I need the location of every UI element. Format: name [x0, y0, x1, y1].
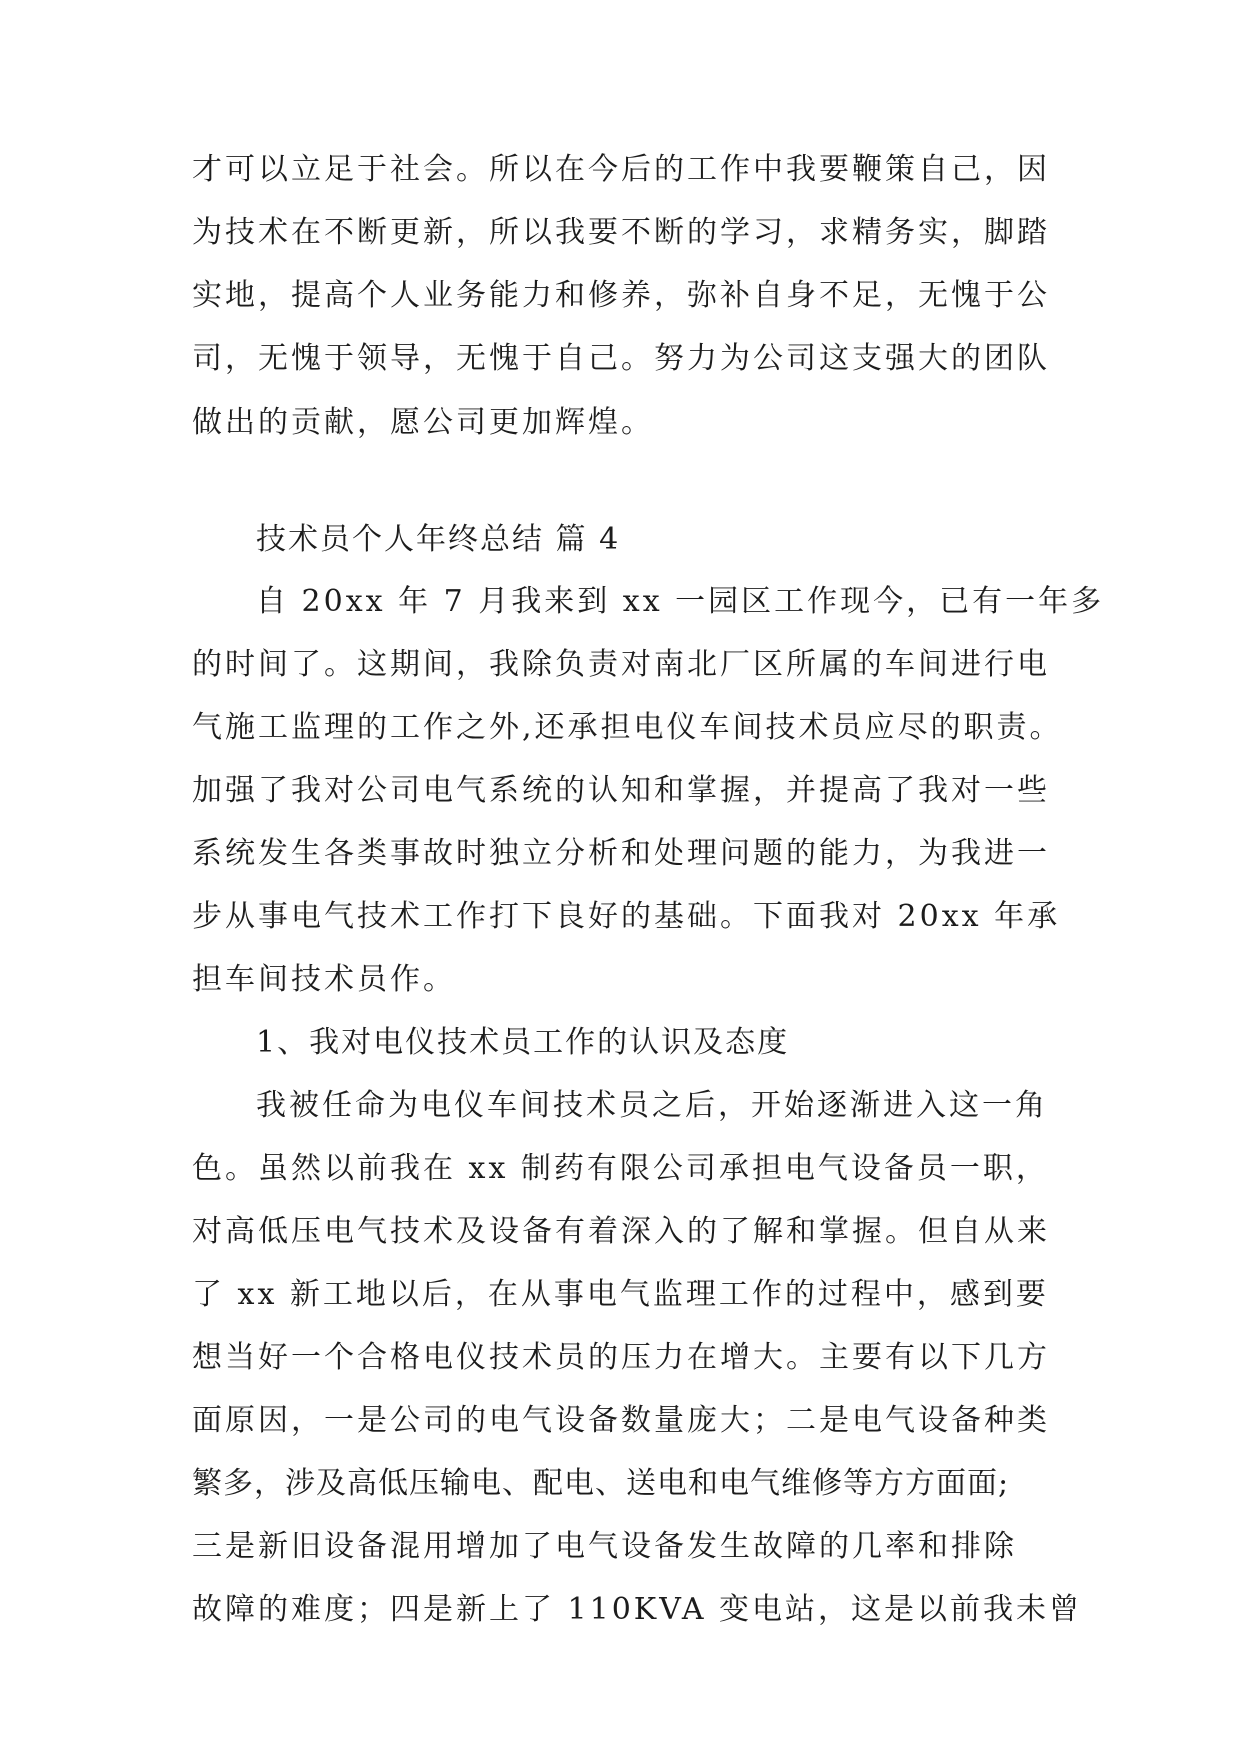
intro-line-1: 才可以立足于社会。所以在今后的工作中我要鞭策自己，因 [192, 152, 1050, 187]
para2-line-7: 繁多，涉及高低压输电、配电、送电和电气维修等方方面面; [192, 1466, 1010, 1501]
para2-line-4: 了 xx 新工地以后，在从事电气监理工作的过程中，感到要 [192, 1277, 1049, 1312]
para2-line-5: 想当好一个合格电仪技术员的压力在增大。主要有以下几方 [192, 1340, 1050, 1375]
intro-line-5: 做出的贡献，愿公司更加辉煌。 [192, 405, 654, 440]
para2-line-3: 对高低压电气技术及设备有着深入的了解和掌握。但自从来 [192, 1214, 1050, 1249]
para2-line-6: 面原因，一是公司的电气设备数量庞大；二是电气设备种类 [192, 1403, 1050, 1438]
para2-line-1: 我被任命为电仪车间技术员之后，开始逐渐进入这一角 [256, 1088, 1048, 1123]
para1-line-2: 的时间了。这期间，我除负责对南北厂区所属的车间进行电 [192, 647, 1050, 682]
para1-line-1: 自 20xx 年 7 月我来到 xx 一园区工作现今，已有一年多 [256, 584, 1105, 619]
para2-line-2: 色。虽然以前我在 xx 制药有限公司承担电气设备员一职， [192, 1151, 1049, 1186]
para2-line-8: 三是新旧设备混用增加了电气设备发生故障的几率和排除 [192, 1529, 1017, 1564]
para2-line-9: 故障的难度；四是新上了 110KVA 变电站，这是以前我未曾 [192, 1592, 1083, 1627]
intro-line-2: 为技术在不断更新，所以我要不断的学习，求精务实，脚踏 [192, 215, 1050, 250]
intro-line-3: 实地，提高个人业务能力和修养，弥补自身不足，无愧于公 [192, 278, 1050, 313]
para1-line-7: 担车间技术员作。 [192, 962, 456, 997]
para1-line-4: 加强了我对公司电气系统的认知和掌握，并提高了我对一些 [192, 773, 1050, 808]
para1-line-6: 步从事电气技术工作打下良好的基础。下面我对 20xx 年承 [192, 899, 1061, 934]
intro-line-4: 司，无愧于领导，无愧于自己。努力为公司这支强大的团队 [192, 341, 1050, 376]
section-title: 技术员个人年终总结 篇 4 [256, 522, 621, 557]
subheading: 1、我对电仪技术员工作的认识及态度 [256, 1025, 790, 1060]
para1-line-3: 气施工监理的工作之外,还承担电仪车间技术员应尽的职责。 [192, 710, 1063, 745]
para1-line-5: 系统发生各类事故时独立分析和处理问题的能力，为我进一 [192, 836, 1050, 871]
